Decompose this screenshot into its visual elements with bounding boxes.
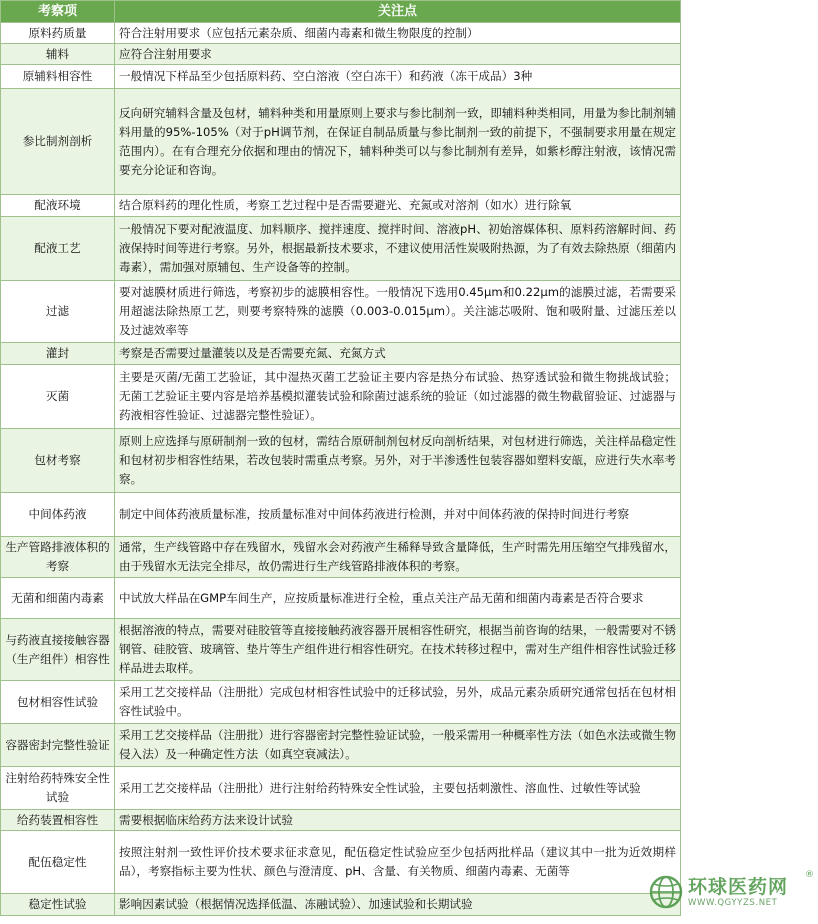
row-item-label: 无菌和细菌内毒素 xyxy=(1,578,115,619)
table-row xyxy=(1,195,681,217)
table-row xyxy=(1,65,681,89)
site-watermark xyxy=(648,868,816,916)
globe-icon xyxy=(648,874,684,910)
row-item-label: 包材考察 xyxy=(1,429,115,493)
table-row xyxy=(1,578,681,619)
table-row xyxy=(1,894,681,916)
table-row xyxy=(1,493,681,537)
row-focus-text: 根据溶液的特点，需要对硅胶管等直接接触药液容器开展相容性研究，根据当前咨询的结果，一般需要对不锈钢管、硅胶管、玻璃管、垫片等生产组件进行相容性研究。在技术转移过程中，需对生产组件相容性试验迁移样品进去取样。 xyxy=(115,619,681,681)
row-focus-text: 需要根据临床给药方法来设计试验 xyxy=(115,810,681,831)
column-header-focus: 关注点 xyxy=(115,1,681,23)
watermark-url: WWW.QGYYZS.NET xyxy=(688,897,778,908)
table-row xyxy=(1,767,681,810)
row-item-label: 包材相容性试验 xyxy=(1,681,115,724)
row-focus-text: 中试放大样品在GMP车间生产，应按质量标准进行全检，重点关注产品无菌和细菌内毒素是否符合要求 xyxy=(115,578,681,619)
table-row xyxy=(1,23,681,44)
row-focus-text: 符合注射用要求（应包括元素杂质、细菌内毒素和微生物限度的控制） xyxy=(115,23,681,44)
row-item-label: 给药装置相容性 xyxy=(1,810,115,831)
row-focus-text: 结合原料药的理化性质，考察工艺过程中是否需要避光、充氮或对溶剂（如水）进行除氧 xyxy=(115,195,681,217)
row-item-label: 参比制剂剖析 xyxy=(1,89,115,195)
row-item-label: 灌封 xyxy=(1,343,115,365)
table-row xyxy=(1,537,681,578)
row-item-label: 原辅料相容性 xyxy=(1,65,115,89)
row-focus-text: 采用工艺交接样品（注册批）进行注射给药特殊安全性试验，主要包括刺激性、溶血性、过敏性等试验 xyxy=(115,767,681,810)
row-item-label: 过滤 xyxy=(1,281,115,343)
row-item-label: 配液工艺 xyxy=(1,217,115,281)
row-item-label: 容器密封完整性验证 xyxy=(1,724,115,767)
row-focus-text: 影响因素试验（根据情况选择低温、冻融试验）、加速试验和长期试验 xyxy=(115,894,681,916)
row-item-label: 稳定性试验 xyxy=(1,894,115,916)
table-row xyxy=(1,343,681,365)
table-row xyxy=(1,619,681,681)
row-item-label: 原料药质量 xyxy=(1,23,115,44)
table-row xyxy=(1,281,681,343)
watermark-name: 环球医药网 xyxy=(688,875,789,898)
table-row xyxy=(1,429,681,493)
row-item-label: 配伍稳定性 xyxy=(1,831,115,894)
table-row xyxy=(1,365,681,429)
registered-mark: ® xyxy=(805,870,814,880)
row-item-label: 生产管路排液体积的考察 xyxy=(1,537,115,578)
row-focus-text: 采用工艺交接样品（注册批）进行容器密封完整性验证试验，一般采需用一种概率性方法（如色水法或微生物侵入法）及一种确定性方法（如真空衰减法）。 xyxy=(115,724,681,767)
table-row xyxy=(1,810,681,831)
row-item-label: 与药液直接接触容器（生产组件）相容性 xyxy=(1,619,115,681)
table-row xyxy=(1,44,681,65)
row-item-label: 配液环境 xyxy=(1,195,115,217)
table-row xyxy=(1,89,681,195)
row-focus-text: 一般情况下样品至少包括原料药、空白溶液（空白冻干）和药液（冻干成品）3种 xyxy=(115,65,681,89)
row-item-label: 中间体药液 xyxy=(1,493,115,537)
table-row xyxy=(1,681,681,724)
row-item-label: 辅料 xyxy=(1,44,115,65)
row-focus-text: 按照注射剂一致性评价技术要求征求意见，配伍稳定性试验应至少包括两批样品（建议其中一批为近效期样品），考察指标主要为性状、颜色与澄清度、pH、含量、有关物质、细菌内毒素、无菌等 xyxy=(115,831,681,894)
table-row xyxy=(1,831,681,894)
row-focus-text: 通常，生产线管路中存在残留水，残留水会对药液产生稀释导致含量降低，生产时需先用压缩空气排残留水，由于残留水无法完全排尽，故仍需进行生产线管路排液体积的考察。 xyxy=(115,537,681,578)
row-focus-text: 考察是否需要过量灌装以及是否需要充氮、充氮方式 xyxy=(115,343,681,365)
column-header-item: 考察项 xyxy=(1,1,115,23)
row-item-label: 灭菌 xyxy=(1,365,115,429)
row-focus-text: 要对滤膜材质进行筛选，考察初步的滤膜相容性。一般情况下选用0.45μm和0.22μm的滤膜过滤，若需要采用超滤法除热原工艺，则要考察特殊的滤膜（0.003-0.015μm）。关注滤芯吸附、饱和吸附量、过滤压差以及过滤效率等 xyxy=(115,281,681,343)
row-focus-text: 应符合注射用要求 xyxy=(115,44,681,65)
table-row xyxy=(1,217,681,281)
row-focus-text: 反向研究辅料含量及包材，辅料种类和用量原则上要求与参比制剂一致，即辅料种类相同，用量为参比制剂辅料用量的95%-105%（对于pH调节剂，在保证自制品质量与参比制剂一致的前提下，不强制要求用量在规定范围内）。在有合理充分依据和理由的情况下，辅料种类可以与参比制剂有差异，如紫杉醇注射液，该情况需要充分论证和咨询。 xyxy=(115,89,681,195)
row-focus-text: 采用工艺交接样品（注册批）完成包材相容性试验中的迁移试验，另外，成品元素杂质研究通常包括在包材相容性试验中。 xyxy=(115,681,681,724)
table-body xyxy=(1,23,681,916)
row-item-label: 注射给药特殊安全性试验 xyxy=(1,767,115,810)
row-focus-text: 主要是灭菌/无菌工艺验证，其中湿热灭菌工艺验证主要内容是热分布试验、热穿透试验和微生物挑战试验；无菌工艺验证主要内容是培养基模拟灌装试验和除菌过滤系统的验证（如过滤器的微生物截留验证、过滤器与药液相容性验证、过滤器完整性验证）。 xyxy=(115,365,681,429)
row-focus-text: 原则上应选择与原研制剂一致的包材，需结合原研制剂包材反向剖析结果，对包材进行筛选，关注样品稳定性和包材初步相容性结果，若改包装时需重点考察。另外，对于半渗透性包装容器如塑料安瓿，应进行失水率考察。 xyxy=(115,429,681,493)
table-row xyxy=(1,724,681,767)
row-focus-text: 制定中间体药液质量标准，按质量标准对中间体药液进行检测，并对中间体药液的保持时间进行考察 xyxy=(115,493,681,537)
table-header-row xyxy=(1,1,681,23)
row-focus-text: 一般情况下要对配液温度、加料顺序、搅拌速度、搅拌时间、溶液pH、初始溶媒体积、原料药溶解时间、药液保持时间等进行考察。另外，根据最新技术要求，不建议使用活性炭吸附热源，为了有效去除热原（细菌内毒素），需加强对原辅包、生产设备等的控制。 xyxy=(115,217,681,281)
watermark-text xyxy=(688,876,788,909)
